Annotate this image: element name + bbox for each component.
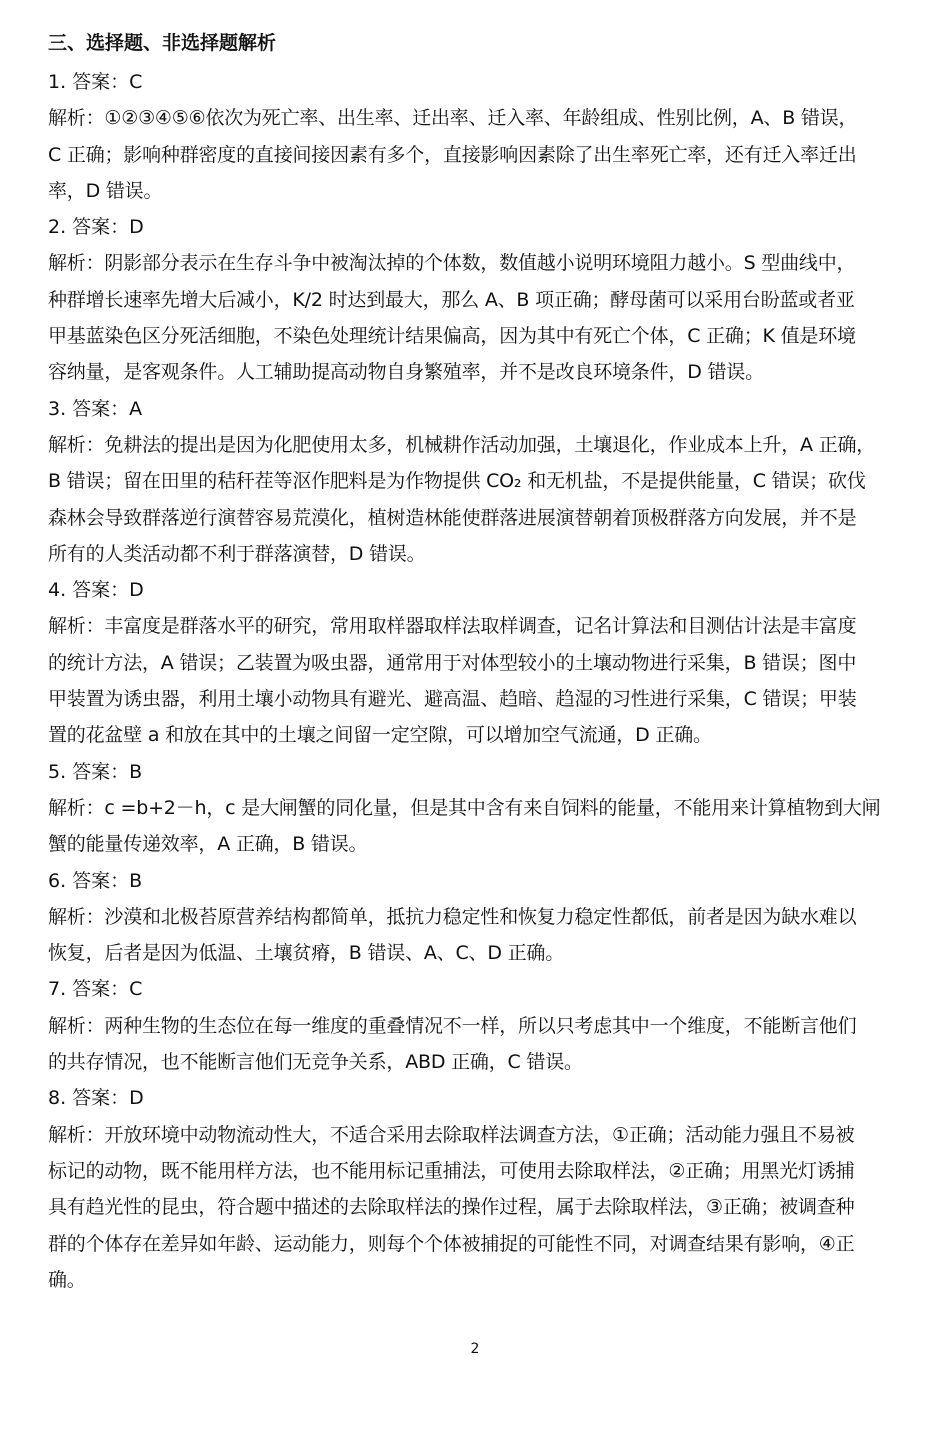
analysis-line: 解析：开放环境中动物流动性大，不适合采用去除取样法调查方法，①正确；活动能力强且不易被: [48, 1123, 855, 1146]
analysis-line: 森林会导致群落逆行演替容易荒漠化，植树造林能使群落进展演替朝着顶极群落方向发展，并不是: [48, 506, 857, 529]
answer-line: 6. 答案：B: [48, 869, 143, 892]
analysis-line: 解析：两种生物的生态位在每一维度的重叠情况不一样，所以只考虑其中一个维度，不能断言他们: [48, 1014, 857, 1037]
analysis-line: 具有趋光性的昆虫，符合题中描述的去除取样法的操作过程，属于去除取样法，③正确；被调查种: [48, 1196, 855, 1219]
analysis-line: 恢复，后者是因为低温、土壤贫瘠，B 错误、A、C、D 正确。: [48, 942, 565, 965]
analysis-line: 解析：免耕法的提出是因为化肥使用太多，机械耕作活动加强，土壤退化，作业成本上升，A 正确，: [48, 433, 876, 456]
analysis-line: 解析：沙漠和北极苔原营养结构都简单，抵抗力稳定性和恢复力稳定性都低，前者是因为缺水难以: [48, 905, 857, 928]
answer-line: 4. 答案：D: [48, 579, 144, 602]
analysis-line: 甲装置为诱虫器，利用土壤小动物具有避光、避高温、趋暗、趋湿的习性进行采集，C 错误；甲装: [48, 688, 857, 711]
analysis-line: 解析：①②③④⑤⑥依次为死亡率、出生率、迁出率、迁入率、年龄组成、性别比例，A、B 错误，: [48, 107, 858, 130]
analysis-line: 容纳量，是客观条件。人工辅助提高动物自身繁殖率，并不是改良环境条件，D 错误。: [48, 361, 764, 384]
page-number: 2: [470, 1341, 480, 1357]
section-title: 三、选择题、非选择题解析: [48, 32, 277, 54]
answer-item: [48, 572, 886, 753]
analysis-line: 蟹的能量传递效率，A 正确，B 错误。: [48, 833, 368, 856]
analysis-line: 甲基蓝染色区分死活细胞，不染色处理统计结果偏高，因为其中有死亡个体，C 正确；K 值是环境: [48, 325, 856, 348]
analysis-line: 标记的动物，既不能用样方法，也不能用标记重捕法，可使用去除取样法，②正确；用黑光灯诱捕: [48, 1159, 855, 1182]
answer-line: 7. 答案：C: [48, 978, 143, 1001]
answer-list: [48, 64, 886, 1298]
answer-line: 8. 答案：D: [48, 1087, 144, 1110]
answer-item: [48, 754, 886, 863]
analysis-line: 率，D 错误。: [48, 179, 163, 202]
answer-line: 3. 答案：A: [48, 397, 143, 420]
answer-item: [48, 971, 886, 1080]
analysis-line: 置的花盆壁 a 和放在其中的土壤之间留一定空隙，可以增加空气流通，D 正确。: [48, 724, 712, 747]
analysis-line: 种群增长速率先增大后减小，K/2 时达到最大，那么 A、B 项正确；酵母菌可以采用台盼蓝或者亚: [48, 288, 855, 311]
analysis-line: 解析：c =b+2－h，c 是大闸蟹的同化量，但是其中含有来自饲料的能量，不能用来计算植物到大闸: [48, 796, 881, 819]
answer-item: [48, 64, 886, 209]
answer-item: [48, 863, 886, 972]
analysis-line: 的共存情况，也不能断言他们无竞争关系，ABD 正确，C 错误。: [48, 1051, 583, 1074]
analysis-line: 解析：阴影部分表示在生存斗争中被淘汰掉的个体数，数值越小说明环境阻力越小。S 型曲线中，: [48, 252, 856, 275]
analysis-line: 所有的人类活动都不利于群落演替，D 错误。: [48, 542, 426, 565]
answer-line: 5. 答案：B: [48, 760, 143, 783]
answer-line: 1. 答案：C: [48, 71, 143, 93]
analysis-line: 群的个体存在差异如年龄、运动能力，则每个个体被捕捉的可能性不同，对调查结果有影响，④正: [48, 1232, 855, 1255]
answer-item: [48, 209, 886, 390]
answer-line: 2. 答案：D: [48, 216, 144, 239]
answer-item: [48, 391, 886, 572]
analysis-line: 的统计方法，A 错误；乙装置为吸虫器，通常用于对体型较小的土壤动物进行采集，B 错误；图中: [48, 651, 857, 674]
answer-item: [48, 1080, 886, 1298]
analysis-line: 确。: [48, 1268, 86, 1291]
analysis-line: C 正确；影响种群密度的直接间接因素有多个，直接影响因素除了出生率死亡率，还有迁入率迁出: [48, 143, 857, 166]
analysis-line: 解析：丰富度是群落水平的研究，常用取样器取样法取样调查，记名计算法和目测估计法是丰富度: [48, 615, 857, 638]
document-page: [48, 28, 886, 1298]
analysis-line: B 错误；留在田里的秸秆茬等沤作肥料是为作物提供 CO₂ 和无机盐，不是提供能量，C 错误；砍伐: [48, 470, 866, 493]
